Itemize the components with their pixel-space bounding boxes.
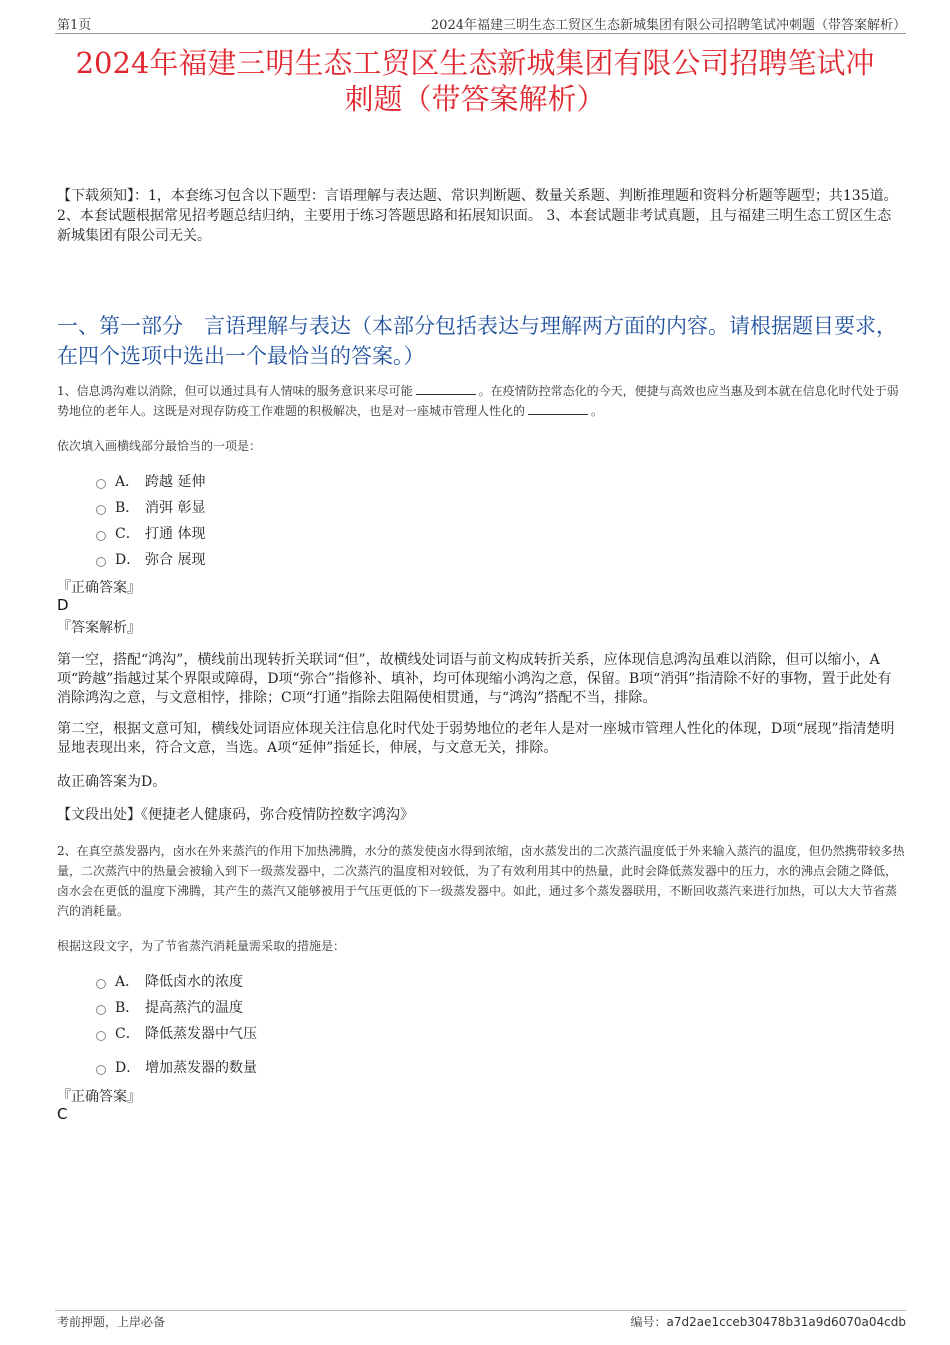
option-text: 跨越 延伸 [145, 474, 206, 490]
question-1-text-part-1: 1、信息鸿沟难以消除，但可以通过具有人情味的服务意识来尽可能 [57, 384, 413, 398]
running-header-title: 2024年福建三明生态工贸区生态新城集团有限公司招聘笔试冲刺题（带答案解析） [430, 18, 906, 33]
q1-option-a[interactable] [96, 471, 205, 491]
q1-analysis-paragraph-1: 第一空，搭配“鸿沟”，横线前出现转折关联词“但”，故横线处词语与前文构成转折关系，应体现信息鸿沟虽难以消除，但可以缩小，A项“跨越”指越过某个界限或障碍，D项“弥合”指修补、填补，均可体现缩小鸿沟之意，保留。B项“消弭”指清除不好的事物，置于此处有消除鸿沟之意，与文意相悖，排除；C项“打通”指除去阻隔使相贯通，与“鸿沟”搭配不当，排除。 [57, 652, 892, 706]
fill-blank-1 [416, 382, 476, 395]
question-2-text: 2、在真空蒸发器内，卤水在外来蒸汽的作用下加热沸腾，水分的蒸发使卤水得到浓缩，卤水蒸发出的二次蒸汽温度低于外来输入蒸汽的温度，但仍然携带较多热量，二次蒸汽中的热量会被输入到下一级蒸发器中，二次蒸汽的温度相对较低，为了有效利用其中的热量，此时会降低蒸发器中的压力，水的沸点会随之降低，卤水会在更低的温度下沸腾，其产生的蒸汽又能够被用于气压更低的下一级蒸发器中。如此，通过多个蒸发器联用，不断回收蒸汽来进行加热，可以大大节省蒸汽的消耗量。 [57, 844, 905, 918]
q2-answer: C [57, 1105, 68, 1123]
footer-code [631, 1313, 906, 1330]
option-letter: D． [115, 552, 141, 568]
header-rule [55, 33, 906, 34]
q1-analysis-paragraph-3: 故正确答案为D。 [57, 774, 167, 790]
page-title-line-1: 2024年福建三明生态工贸区生态新城集团有限公司招聘笔试冲 [75, 46, 875, 80]
option-text: 提高蒸汽的温度 [145, 1000, 243, 1016]
radio-icon[interactable] [96, 479, 106, 489]
radio-icon[interactable] [96, 1065, 106, 1075]
q1-analysis-label: 『答案解析』 [57, 620, 141, 636]
page-title [40, 45, 910, 117]
radio-icon[interactable] [96, 1031, 106, 1041]
footer-code-value: a7d2ae1cceb30478b31a9d6070a04cdb [666, 1315, 906, 1329]
radio-icon[interactable] [96, 979, 106, 989]
option-letter: A． [115, 974, 140, 990]
fill-blank-2 [528, 402, 588, 415]
download-notice: 【下载须知】：1，本套练习包含以下题型：言语理解与表达题、常识判断题、数量关系题、判断推理题和资料分析题等题型；共135道。 2、本套试题根据常见招考题总结归纳，主要用于练习答题思路和拓展知识面。 3、本套试题非考试真题，且与福建三明生态工贸区生态新城集团有限公司无关。 [57, 188, 898, 244]
q2-option-b[interactable] [96, 997, 243, 1017]
option-letter: B． [115, 500, 140, 516]
option-letter: A． [115, 474, 140, 490]
option-letter: D． [115, 1060, 141, 1076]
radio-icon[interactable] [96, 531, 106, 541]
option-text: 消弭 彰显 [145, 500, 206, 516]
q1-option-c[interactable] [96, 523, 205, 543]
q2-option-a[interactable] [96, 971, 243, 991]
q1-option-b[interactable] [96, 497, 205, 517]
option-letter: C． [115, 1026, 140, 1042]
question-1-text [57, 381, 907, 421]
option-letter: B． [115, 1000, 140, 1016]
footer-code-label: 编号： [630, 1315, 667, 1329]
page-number: 第1页 [57, 18, 92, 33]
q2-answer-label: 『正确答案』 [57, 1089, 141, 1105]
question-1-text-part-3: 。 [591, 404, 604, 418]
option-text: 打通 体现 [145, 526, 206, 542]
radio-icon[interactable] [96, 505, 106, 515]
option-text: 弥合 展现 [145, 552, 206, 568]
q1-source: 【文段出处】《便捷老人健康码，弥合疫情防控数字鸿沟》 [57, 807, 414, 823]
q2-option-c[interactable] [96, 1023, 257, 1043]
q1-answer: D [57, 596, 69, 614]
footer-slogan: 考前押题，上岸必备 [57, 1315, 166, 1329]
q2-option-d[interactable] [96, 1057, 257, 1077]
question-2-prompt: 根据这段文字，为了节省蒸汽消耗量需采取的措施是： [57, 939, 346, 953]
radio-icon[interactable] [96, 557, 106, 567]
q1-option-d[interactable] [96, 549, 205, 569]
option-text: 降低蒸发器中气压 [145, 1026, 257, 1042]
radio-icon[interactable] [96, 1005, 106, 1015]
page-title-line-2: 刺题（带答案解析） [344, 82, 606, 116]
question-1-text-part-2: 。在疫情防控常态化的今天，便捷与高效也应当惠及到本就在信息化时代处于弱势地位的老年人。这既是对现存防疫工作难题的积极解决，也是对一座城市管理人性化的 [57, 384, 899, 418]
footer-rule [55, 1310, 906, 1311]
section-heading: 一、第一部分 言语理解与表达（本部分包括表达与理解两方面的内容。请根据题目要求，在四个选项中选出一个最恰当的答案。） [57, 314, 897, 368]
option-letter: C． [115, 526, 140, 542]
option-text: 增加蒸发器的数量 [145, 1060, 257, 1076]
question-1-prompt: 依次填入画横线部分最恰当的一项是： [57, 439, 262, 453]
q1-answer-label: 『正确答案』 [57, 580, 141, 596]
option-text: 降低卤水的浓度 [145, 974, 243, 990]
q1-analysis-paragraph-2: 第二空，根据文意可知，横线处词语应体现关注信息化时代处于弱势地位的老年人是对一座城市管理人性化的体现，D项“展现”指清楚明显地表现出来，符合文意，当选。A项“延伸”指延长，伸展，与文意无关，排除。 [57, 721, 895, 756]
